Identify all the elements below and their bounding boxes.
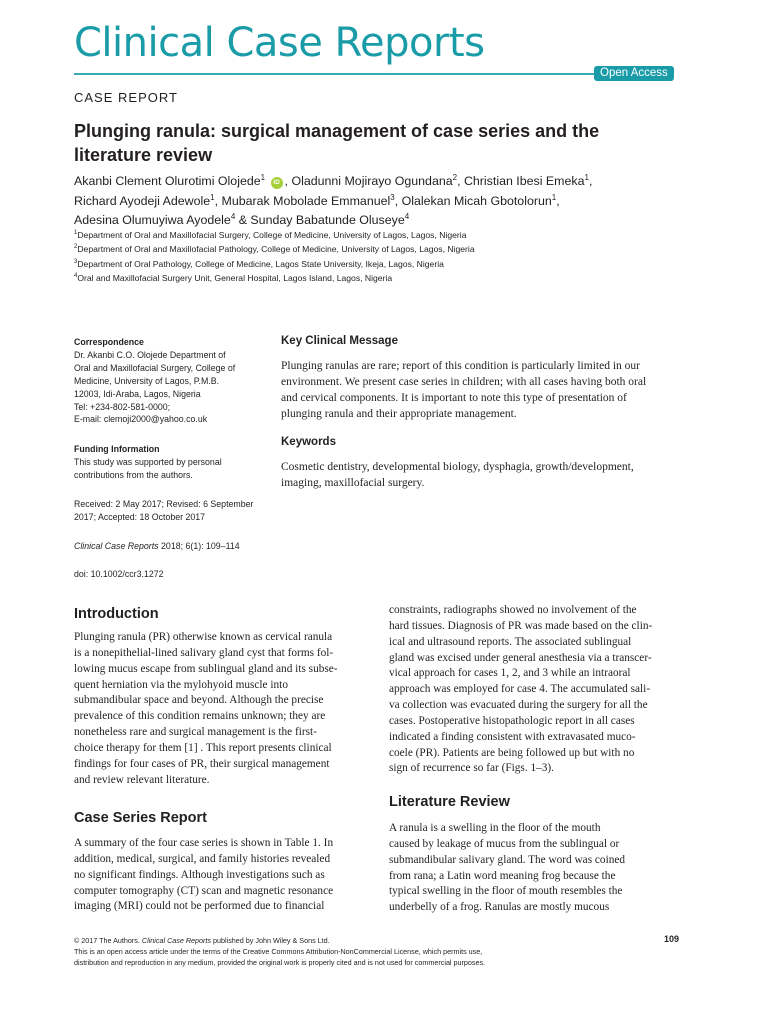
keywords-body [281,459,684,491]
key-message-heading: Key Clinical Message [281,335,398,347]
case-series-heading: Case Series Report [74,810,207,826]
copyright-line [74,935,684,946]
author-name: Christian Ibesi Emeka [463,174,585,189]
author-affiliation-mark: 1 [584,173,589,182]
right-column-line: cases. Postoperative histopathologic report in all cases [389,714,635,727]
license-footer [74,935,684,968]
right-column-line: coele (PR). Patients are being followed up but with no [389,746,635,759]
dates-block [74,498,270,524]
correspondence-line: Tel: +234-802-581-0000; [74,401,171,412]
keywords-heading: Keywords [281,436,336,448]
author-affiliation-mark: 4 [230,212,236,222]
citation-line [74,540,270,553]
correspondence-line: 12003, Idi-Araba, Lagos, Nigeria [74,388,201,399]
literature-review-line: from rana; a Latin word meaning frog because the [389,869,616,882]
affiliation-item [74,256,694,270]
article-title: Plunging ranula: surgical management of case series and the literature review [74,121,600,165]
affiliation-number: 4 [74,273,78,280]
right-column-line: va collection was evacuated during the surgery for all the [389,699,648,712]
author-name: Oladunni Mojirayo Ogundana [291,174,453,189]
literature-review-line: submandibular salivary gland. The word was coined [389,853,626,866]
introduction-line: quent herniation via the mylohyoid muscle into [74,678,288,691]
citation-details: 2018; 6(1): 109–114 [158,541,240,551]
introduction-line: is a nonepithelial-lined salivary gland cyst that forms fol- [74,646,334,659]
right-column-line: constraints, radiographs showed no involvement of the [389,604,637,616]
key-message-line: and cervical components. It is important to note this type of presentation of [281,392,627,404]
case-series-line: addition, medical, surgical, and family histories revealed [74,852,331,865]
affiliation-text: Department of Oral and Maxillofacial Surgery, College of Medicine, University of Lagos, Lagos, Nigeria [77,229,467,240]
introduction-body [74,630,369,788]
introduction-line: submandibular space and beyond. Although the precise [74,694,324,707]
key-message-line: environment. We present case series in children; with all cases having both oral [281,376,647,388]
keywords-line: Cosmetic dentistry, developmental biology, dysphagia, growth/development, [281,461,634,473]
introduction-line: choice therapy for them [1] . This report presents clinical [74,741,332,754]
correspondence-email[interactable]: E-mail: clemoji2000@yahoo.co.uk [74,414,208,425]
author-affiliation-mark: 2 [452,173,458,182]
funding-block [74,443,270,482]
author-name: Adesina Olumuyiwa Ayodele [74,213,231,228]
literature-review-line: A ranula is a swelling in the floor of the mouth [389,822,601,834]
case-series-line: imaging (MRI) could not be performed due to financial [74,900,325,913]
right-column-line: vical approach for cases 1, 2, and 3 while an intraoral [389,667,631,680]
literature-review-line: caused by leakage of mucus from the sublingual or [389,837,620,850]
dates-line: Received: 2 May 2017; Revised: 6 September [74,499,254,509]
literature-review-line: underbelly of a frog. Ranulas are mostly mucous [389,901,610,914]
introduction-line: nonetheless rare and surgical management is the first- [74,726,317,739]
open-access-badge: Open Access [594,66,674,81]
citation-journal: Clinical Case Reports [74,541,159,551]
correspondence-line: Dr. Akanbi C.O. Olojede Department of [74,349,226,360]
correspondence-block [74,336,270,426]
key-message-body [281,358,684,422]
introduction-line: prevalence of this condition remains unknown; they are [74,710,326,723]
affiliation-text: Department of Oral Pathology, College of Medicine, Lagos State University, Ikeja, Lagos, Nigeria [77,258,444,269]
right-column-line: sign of recurrence so far (Figs. 1–3). [389,762,555,775]
affiliation-number: 3 [74,258,78,265]
copyright-text: © 2017 The Authors. [74,936,142,945]
affiliation-item [74,270,694,284]
introduction-line: lowing mucus escape from sublingual gland and its subse- [74,662,338,675]
correspondence-line: Medicine, University of Lagos, P.M.B. [74,375,220,386]
author-affiliation-mark: 1 [210,192,215,202]
copyright-journal: Clinical Case Reports [141,936,212,945]
author-affiliation-mark: 1 [551,192,557,202]
affiliation-number: 1 [74,230,78,236]
article-type: CASE REPORT [74,90,178,105]
introduction-heading: Introduction [74,606,159,622]
license-line: distribution and reproduction in any medium, provided the original work is properly cited and is not used for commercial purposes. [74,958,486,967]
literature-review-heading: Literature Review [389,794,510,810]
funding-line: contributions from the authors. [74,469,193,480]
affiliation-item [74,227,694,241]
literature-review-body [389,821,684,916]
affiliation-number: 2 [74,244,78,251]
literature-review-line: typical swelling in the floor of mouth resembles the [389,885,623,898]
introduction-line: Plunging ranula (PR) otherwise known as cervical ranula [74,631,333,643]
introduction-line: and review relevant literature. [74,773,210,786]
affiliation-item [74,241,694,255]
author-name: Richard Ayodeji Adewole [74,193,211,208]
journal-title: Clinical Case Reports [74,20,485,66]
copyright-publisher: published by John Wiley & Sons Ltd. [211,936,330,945]
right-column-line: ical and ultrasound reports. The associated sublingual [389,635,632,648]
affiliation-text: Department of Oral and Maxillofacial Pathology, College of Medicine, University of Lagos, Lagos, Nigeria [77,244,475,255]
author-name: Akanbi Clement Olurotimi Olojede [74,174,261,189]
author-name: Mubarak Mobolade Emmanuel [221,193,391,208]
case-series-continued [389,603,684,777]
keywords-line: imaging, maxillofacial surgery. [281,477,425,489]
case-series-line: A summary of the four case series is shown in Table 1. In [74,837,334,849]
case-series-line: no significant findings. Although investigations such as [74,868,325,881]
author-affiliation-mark: 4 [404,212,410,222]
correspondence-line: Oral and Maxillofacial Surgery, College of [74,362,236,373]
funding-line: This study was supported by personal [74,456,222,467]
funding-heading: Funding Information [74,444,160,454]
key-message-line: plunging ranula and their appropriate management. [281,408,517,420]
author-name: Olalekan Micah Gbotolorun [401,193,552,208]
dates-line: 2017; Accepted: 18 October 2017 [74,511,206,522]
author-affiliation-mark: 3 [390,192,395,202]
case-series-body [74,836,369,915]
license-line: This is an open access article under the terms of the Creative Commons Attribution-NonCommercial License, which permits use, [74,947,483,956]
correspondence-heading: Correspondence [74,337,144,347]
case-series-line: computer tomography (CT) scan and magnetic resonance [74,884,334,897]
doi-link[interactable]: doi: 10.1002/ccr3.1272 [74,569,164,579]
right-column-line: approach was employed for case 4. The accumulated sali- [389,683,651,696]
page-number: 109 [664,934,680,944]
right-column-line: indicated a finding consistent with extravasated muco- [389,730,636,743]
author-name: Sunday Babatunde Oluseye [250,213,405,228]
affiliation-list [74,227,694,284]
author-affiliation-mark: 1 [260,173,266,182]
introduction-line: findings for four cases of PR, their surgical management [74,757,330,770]
author-list: Akanbi Clement Olurotimi Olojede$^1$ iD , Oladunni Mojirayo Ogundana$^2$, Christian Ibesi Emeka$^1$, Richard Ayodeji Adewole$^1$, Mubarak Mobolade Emmanuel$^3$, Olalekan Micah Gbotolorun$^1$, Adesina Olumuyiwa Ayodele$^4$ & Sunday Babatunde Oluseye$^4$ [74,173,593,228]
orcid-icon[interactable]: iD [271,177,283,189]
affiliation-text: Oral and Maxillofacial Surgery Unit, General Hospital, Lagos Island, Lagos, Nigeria [77,272,393,283]
right-column-line: gland was excised under general anesthesia via a transcer- [389,651,652,664]
header-rule [74,73,594,75]
key-message-line: Plunging ranulas are rare; report of this condition is particularly limited in our [281,360,640,372]
right-column-line: hard tissues. Diagnosis of PR was made based on the clin- [389,619,653,632]
